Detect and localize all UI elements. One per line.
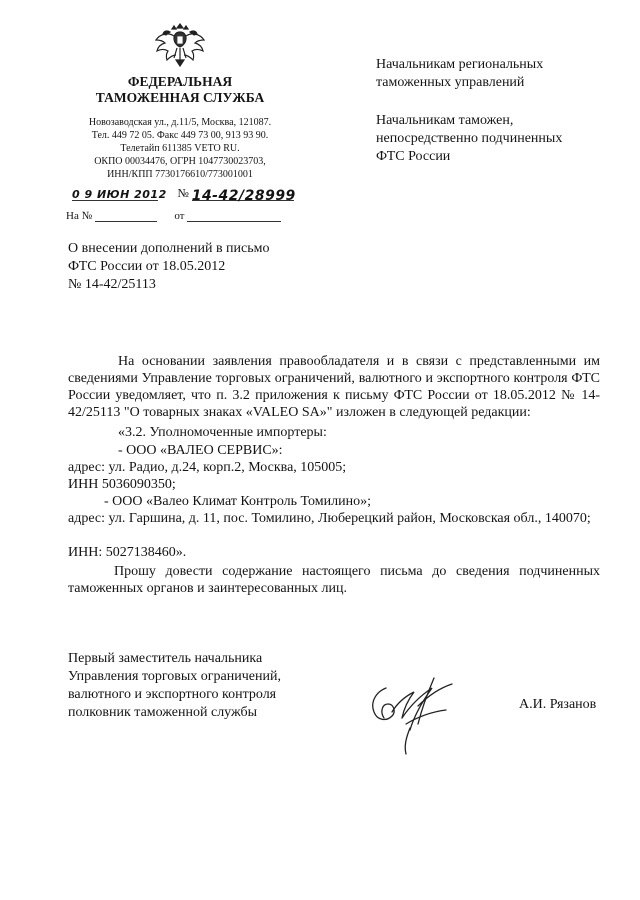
item-heading: «3.2. Уполномоченные импортеры:	[118, 425, 327, 440]
subject-line: О внесении дополнений в письмо	[68, 241, 270, 256]
org-contacts	[70, 116, 290, 181]
subject-line: № 14-42/25113	[68, 277, 156, 292]
signatory-name: А.И. Рязанов	[519, 697, 597, 712]
registration-number: 14-42/28999	[191, 188, 296, 204]
org-name-line-2: ТАМОЖЕННАЯ СЛУЖБА	[95, 90, 265, 105]
from-label: от	[174, 210, 185, 222]
importer-2-inn: ИНН: 5027138460».	[68, 545, 187, 560]
importer-1-name: - ООО «ВАЛЕО СЕРВИС»:	[118, 443, 283, 458]
recipient-line: Начальникам таможен,	[376, 113, 514, 128]
organization-name	[80, 74, 280, 106]
contact-inn-kpp: ИНН/КПП 7730176610/773001001	[107, 169, 253, 180]
position-line: Первый заместитель начальника	[68, 651, 263, 666]
recipient-line: непосредственно подчиненных	[376, 131, 563, 146]
importer-2-address: адрес: ул. Гаршина, д. 11, пос. Томилино, Люберецкий район, Московская обл., 140070;	[68, 511, 591, 526]
importer-1-inn: ИНН 5036090350;	[68, 477, 176, 492]
signatory-position	[68, 650, 281, 722]
recipient-line: Начальникам региональных	[376, 57, 544, 72]
recipient-line: ФТС России	[376, 149, 451, 164]
body-intro-paragraph: На основании заявления правообладателя и в связи с представленными им сведениями Управление торговых ограничений, валютного и экспортного контроля ФТС России уведомляет, что п. 3.2 приложения к письму ФТС России от 18.05.2012 № 14-42/25113 "О товарных знаках «VALEO SA»" изложен в следующей редакции:	[68, 354, 600, 420]
subject-line: ФТС России от 18.05.2012	[68, 259, 226, 274]
org-name-line-1: ФЕДЕРАЛЬНАЯ	[127, 74, 233, 89]
registration-date: 0 9 ИЮН 2012	[72, 188, 167, 201]
handwritten-signature	[362, 668, 472, 758]
recipient-line: таможенных управлений	[376, 75, 525, 90]
registration-line	[72, 186, 296, 204]
contact-phone-fax: Тел. 449 72 05. Факс 449 73 00, 913 93 90.	[91, 130, 269, 141]
number-label: №	[177, 186, 189, 200]
double-headed-eagle-emblem	[152, 18, 208, 70]
reference-label: На №	[66, 210, 93, 222]
recipients-regional	[376, 56, 543, 92]
position-line: Управления торговых ограничений,	[68, 669, 281, 684]
reference-line	[66, 209, 281, 222]
contact-address: Новозаводская ул., д.11/5, Москва, 121087.	[88, 117, 272, 128]
importer-1-address: адрес: ул. Радио, д.24, корп.2, Москва, 105005;	[68, 460, 347, 475]
importer-2-name: - ООО «Валео Климат Контроль Томилино»;	[104, 494, 371, 509]
reference-date-blank	[187, 209, 281, 222]
position-line: полковник таможенной службы	[68, 705, 258, 720]
recipients-customs	[376, 112, 562, 166]
contact-okpo-ogrn: ОКПО 00034476, ОГРН 1047730023703,	[94, 156, 266, 167]
position-line: валютного и экспортного контроля	[68, 687, 277, 702]
body-request-paragraph: Прошу довести содержание настоящего письма до сведения подчиненных таможенных органов и заинтересованных лиц.	[68, 564, 600, 596]
contact-teletype: Телетайп 611385 VETO RU.	[120, 143, 240, 154]
letter-subject	[68, 240, 270, 294]
reference-number-blank	[95, 209, 157, 222]
